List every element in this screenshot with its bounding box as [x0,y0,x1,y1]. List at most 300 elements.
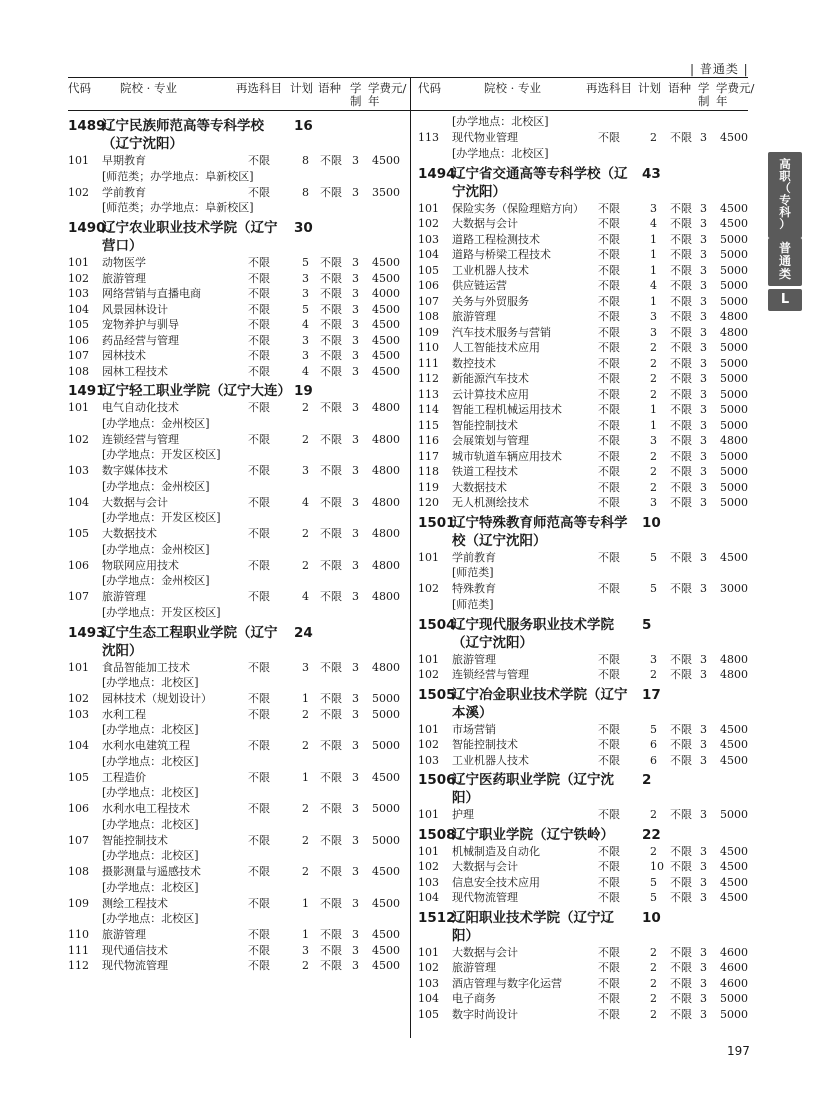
sidebar-tab3-letter: L [780,292,790,307]
major-fee: 5000 [720,465,748,478]
major-code: 103 [418,753,439,767]
header-code: 代码 [68,81,91,95]
major-subject: 不限 [598,294,620,308]
major-note: [办学地点：北校区] [102,754,199,768]
header-duration: 学制 [698,81,710,108]
major-subject: 不限 [598,232,620,246]
major-duration: 3 [700,465,707,478]
major-subject: 不限 [598,387,620,401]
major-row[interactable] [68,185,405,201]
major-name: 数控技术 [452,356,496,370]
major-code: 113 [418,387,439,401]
major-row[interactable] [68,738,405,754]
major-subject: 不限 [598,279,620,292]
major-duration: 3 [700,808,707,821]
major-plan: 3 [650,325,657,339]
major-fee: 4500 [720,738,748,751]
major-language: 不限 [670,652,692,666]
major-row[interactable] [418,356,748,372]
major-name: 园林技术（规划设计） [102,692,212,705]
major-code: 111 [418,356,439,370]
major-duration: 3 [700,449,707,463]
major-language: 不限 [670,550,692,564]
major-code: 104 [418,992,439,1005]
major-row[interactable] [68,286,405,302]
major-name: 特殊教育 [452,582,496,595]
sidebar-tab-higher-vocational[interactable] [768,152,802,238]
major-name: 旅游管理 [452,310,496,323]
major-duration: 3 [352,707,359,721]
major-plan: 6 [650,738,657,751]
major-row[interactable] [418,890,748,906]
major-row[interactable] [418,247,748,263]
header-plan: 计划 [638,81,661,95]
major-plan: 2 [650,131,657,144]
major-fee: 4500 [720,131,748,144]
major-name: 保险实务（保险理赔方向） [452,201,584,215]
major-duration: 3 [700,131,707,144]
major-row[interactable] [418,859,748,875]
major-row[interactable] [418,201,748,217]
major-name: 学前教育 [102,185,146,199]
major-subject: 不限 [598,652,620,666]
major-row[interactable] [418,991,748,1007]
major-row[interactable] [418,960,748,976]
major-fee: 4500 [720,201,748,215]
major-code: 106 [68,333,89,347]
school-name: 辽宁农业职业技术学院（辽宁营口） [102,220,278,254]
major-row[interactable] [418,844,748,860]
major-duration: 3 [700,217,707,230]
school-plan: 22 [642,826,661,843]
major-name: 早期教育 [102,154,146,167]
major-fee: 5000 [372,707,400,721]
major-row[interactable] [68,896,405,912]
major-code: 101 [418,808,439,821]
major-code: 112 [68,959,89,972]
school-heading [418,771,748,807]
major-duration: 3 [700,403,707,416]
school-heading [68,382,405,400]
major-plan: 8 [302,185,309,199]
major-fee: 4500 [720,753,748,767]
major-code: 118 [418,465,439,478]
major-plan: 2 [650,668,657,681]
major-name: 酒店管理与数字化运营 [452,976,562,990]
major-row[interactable] [68,432,405,448]
major-fee: 5000 [720,341,748,354]
major-language: 不限 [320,896,342,910]
major-fee: 4800 [372,590,400,603]
major-note: [师范类；办学地点：阜新校区] [102,201,254,214]
major-code: 112 [418,372,439,385]
major-code: 102 [418,738,439,751]
major-subject: 不限 [248,707,270,721]
major-fee: 4500 [372,959,400,972]
major-row[interactable] [68,589,405,605]
school-name: 辽宁特殊教育师范高等专科学校（辽宁沈阳） [452,514,628,549]
major-language: 不限 [320,865,342,878]
major-row[interactable] [418,976,748,992]
major-row[interactable] [418,550,748,566]
major-plan: 2 [650,341,657,354]
major-row[interactable] [418,722,748,738]
major-note: [办学地点：北校区] [452,115,549,128]
school-plan: 10 [642,514,661,531]
major-plan: 1 [302,928,309,941]
major-fee: 4500 [372,865,400,878]
major-fee: 5000 [372,802,400,815]
header-subject: 再选科目 [236,81,282,95]
major-subject: 不限 [248,802,270,815]
major-fee: 4800 [720,325,748,339]
major-code: 102 [68,185,89,199]
school-heading [418,826,748,844]
major-subject: 不限 [598,808,620,821]
major-duration: 3 [352,802,359,815]
major-subject: 不限 [248,959,270,972]
major-row[interactable] [68,660,405,676]
major-name: 大数据与会计 [102,495,168,509]
major-plan: 1 [302,770,309,784]
right-column [418,80,755,1022]
sidebar-tab-general[interactable] [768,238,802,286]
major-name: 智能控制技术 [452,738,518,751]
major-row[interactable] [418,232,748,248]
major-code: 105 [68,318,89,331]
major-row[interactable] [68,943,405,959]
school-heading [68,624,405,660]
major-name: 物联网应用技术 [102,558,179,572]
major-code: 101 [418,652,439,666]
major-plan: 2 [650,480,657,494]
major-row[interactable] [68,364,405,380]
major-plan: 3 [650,310,657,323]
major-duration: 3 [700,668,707,681]
major-row[interactable] [418,480,748,496]
major-duration: 3 [352,590,359,603]
major-fee: 4500 [720,217,748,230]
major-row[interactable] [68,333,405,349]
major-fee: 4800 [720,434,748,447]
major-duration: 3 [700,418,707,432]
header-fee: 学费元/年 [716,81,755,108]
major-note: [办学地点：北校区] [102,912,199,925]
major-row[interactable] [418,875,748,891]
major-row[interactable] [418,278,748,294]
major-row[interactable] [68,153,405,169]
major-plan: 2 [302,865,309,878]
major-duration: 3 [352,558,359,572]
major-language: 不限 [320,401,342,414]
major-duration: 3 [352,154,359,167]
major-language: 不限 [670,496,692,509]
major-fee: 4500 [372,333,400,347]
major-row[interactable] [68,958,405,974]
major-plan: 2 [650,992,657,1005]
major-name: 工业机器人技术 [452,263,529,277]
major-duration: 3 [700,434,707,447]
major-fee: 4800 [372,432,400,446]
school-plan: 24 [294,624,313,641]
sidebar-tab1-c3: 专 [779,193,791,207]
major-plan: 5 [650,875,657,889]
major-row[interactable] [68,801,405,817]
major-name: 旅游管理 [452,961,496,974]
major-row[interactable] [418,418,748,434]
major-plan: 5 [302,256,309,269]
major-language: 不限 [670,1007,692,1021]
major-language: 不限 [670,372,692,385]
major-fee: 5000 [720,232,748,246]
major-subject: 不限 [598,217,620,230]
major-plan: 2 [302,527,309,540]
major-row[interactable] [418,325,748,341]
major-row[interactable] [418,340,748,356]
major-fee: 4500 [720,875,748,889]
major-subject: 不限 [598,961,620,974]
major-plan: 5 [650,722,657,736]
major-row[interactable] [418,433,748,449]
major-row[interactable] [68,271,405,287]
major-row[interactable] [68,770,405,786]
major-subject: 不限 [598,449,620,463]
major-name: 云计算技术应用 [452,387,529,401]
major-row[interactable] [418,387,748,403]
major-note: [办学地点：开发区校区] [102,511,221,524]
major-plan: 2 [650,976,657,990]
major-fee: 3000 [720,582,748,595]
header-plan: 计划 [290,81,313,95]
school-name: 辽宁生态工程职业学院（辽宁沈阳） [102,624,278,659]
major-row[interactable] [68,400,405,416]
major-subject: 不限 [248,185,270,199]
major-code: 101 [418,722,439,736]
major-code: 101 [418,550,439,564]
major-fee: 3500 [372,185,400,199]
major-fee: 4500 [372,928,400,941]
major-duration: 3 [352,692,359,705]
major-row[interactable] [68,463,405,479]
major-row[interactable] [418,294,748,310]
major-note: [办学地点：北校区] [102,676,199,689]
major-subject: 不限 [598,738,620,751]
major-row[interactable] [418,371,748,387]
major-code: 103 [68,287,89,300]
major-row[interactable] [68,302,405,318]
major-row[interactable] [68,864,405,880]
major-row[interactable] [418,130,748,146]
major-language: 不限 [320,928,342,941]
sidebar-tab1-c1: 职 [779,169,791,183]
school-code: 1512 [418,909,456,926]
header-fee: 学费元/年 [368,81,407,108]
school-heading [68,219,405,255]
category-tag: | 普通类 | [690,62,749,76]
major-name: 智能控制技术 [452,418,518,432]
major-plan: 1 [650,263,657,277]
major-plan: 2 [302,833,309,847]
major-subject: 不限 [248,590,270,603]
major-name: 大数据与会计 [452,860,518,873]
major-name: 大数据技术 [102,527,157,540]
major-row[interactable] [418,807,748,823]
major-code: 114 [418,403,439,416]
major-fee: 4800 [720,668,748,681]
major-row[interactable] [418,737,748,753]
major-subject: 不限 [598,325,620,339]
major-row[interactable] [68,495,405,511]
major-plan: 2 [650,844,657,858]
major-name: 旅游管理 [102,271,146,285]
major-duration: 3 [700,263,707,277]
major-language: 不限 [670,722,692,736]
major-plan: 2 [650,465,657,478]
school-code: 1505 [418,686,456,703]
major-duration: 3 [352,318,359,331]
school-plan: 5 [642,616,652,633]
major-fee: 4500 [720,860,748,873]
major-name: 测绘工程技术 [102,896,168,910]
major-language: 不限 [670,248,692,261]
major-row[interactable] [418,667,748,683]
major-subject: 不限 [598,131,620,144]
major-name: 智能控制技术 [102,833,168,847]
major-language: 不限 [670,356,692,370]
major-name: 旅游管理 [102,928,146,941]
major-name: 供应链运营 [452,279,507,292]
school-plan: 16 [294,118,313,134]
major-code: 105 [68,527,89,540]
major-name: 网络营销与直播电商 [102,287,201,300]
major-row[interactable] [68,558,405,574]
major-row[interactable] [418,753,748,769]
major-row[interactable] [68,691,405,707]
major-fee: 5000 [720,387,748,401]
major-fee: 5000 [720,279,748,292]
major-code: 101 [418,945,439,959]
major-fee: 4500 [372,271,400,285]
major-code: 116 [418,434,439,447]
major-note: [办学地点：金州校区] [102,574,210,587]
major-row[interactable] [418,449,748,465]
major-name: 动物医学 [102,256,146,269]
major-row[interactable] [68,833,405,849]
major-name: 园林工程技术 [102,364,168,378]
major-duration: 3 [700,550,707,564]
major-row[interactable] [418,402,748,418]
school-plan: 17 [642,686,661,703]
major-code: 105 [418,1007,439,1021]
school-code: 1508 [418,826,456,843]
major-duration: 3 [700,387,707,401]
sidebar-tab1-c4: 科 [779,205,791,219]
major-language: 不限 [670,992,692,1005]
major-name: 铁道工程技术 [452,465,518,478]
major-row[interactable] [418,652,748,668]
major-duration: 3 [352,271,359,285]
major-language: 不限 [320,802,342,815]
major-row[interactable] [68,927,405,943]
major-name: 水利水电建筑工程 [102,739,190,752]
major-note: [办学地点：金州校区] [102,479,210,493]
major-language: 不限 [670,582,692,595]
major-plan: 2 [650,387,657,401]
major-language: 不限 [670,753,692,767]
major-language: 不限 [320,464,342,477]
major-row[interactable] [68,526,405,542]
major-row[interactable] [418,945,748,961]
major-language: 不限 [320,287,342,300]
major-name: 道路与桥梁工程技术 [452,248,551,261]
major-language: 不限 [320,558,342,572]
major-subject: 不限 [598,480,620,494]
major-code: 105 [418,263,439,277]
major-name: 新能源汽车技术 [452,372,529,385]
major-code: 104 [418,891,439,904]
major-plan: 1 [650,294,657,308]
major-note: [办学地点：北校区] [102,880,199,894]
major-subject: 不限 [598,550,620,564]
table-header [418,80,755,114]
major-plan: 2 [650,961,657,974]
major-duration: 3 [700,582,707,595]
major-code: 103 [418,976,439,990]
major-subject: 不限 [598,1007,620,1021]
major-code: 109 [68,896,89,910]
major-subject: 不限 [598,860,620,873]
sidebar-tab-letter[interactable] [768,289,802,311]
major-code: 119 [418,480,439,494]
major-name: 汽车技术服务与营销 [452,325,551,339]
major-row[interactable] [68,707,405,723]
major-row[interactable] [418,495,748,511]
major-fee: 4500 [372,896,400,910]
major-subject: 不限 [248,495,270,509]
major-name: 园林技术 [102,349,146,362]
major-row[interactable] [418,581,748,597]
major-duration: 3 [352,432,359,446]
major-row[interactable] [68,255,405,271]
major-code: 113 [418,131,439,144]
major-row[interactable] [418,464,748,480]
major-name: 大数据与会计 [452,945,518,959]
major-row[interactable] [418,309,748,325]
school-code: 1491 [68,383,106,399]
major-name: 水利水电工程技术 [102,802,190,815]
major-language: 不限 [320,302,342,316]
major-fee: 5000 [720,263,748,277]
major-duration: 3 [352,302,359,316]
major-row[interactable] [68,317,405,333]
major-duration: 3 [700,992,707,1005]
major-row[interactable] [418,263,748,279]
major-fee: 5000 [720,418,748,432]
major-duration: 3 [700,844,707,858]
major-fee: 5000 [720,808,748,821]
major-plan: 1 [650,248,657,261]
major-duration: 3 [352,349,359,362]
major-duration: 3 [352,896,359,910]
major-note: [师范类；办学地点：阜新校区] [102,169,254,183]
major-row[interactable] [418,1007,748,1023]
major-language: 不限 [670,217,692,230]
major-row[interactable] [68,348,405,364]
major-language: 不限 [670,875,692,889]
major-row[interactable] [418,216,748,232]
school-heading [68,117,405,153]
major-duration: 3 [352,333,359,347]
